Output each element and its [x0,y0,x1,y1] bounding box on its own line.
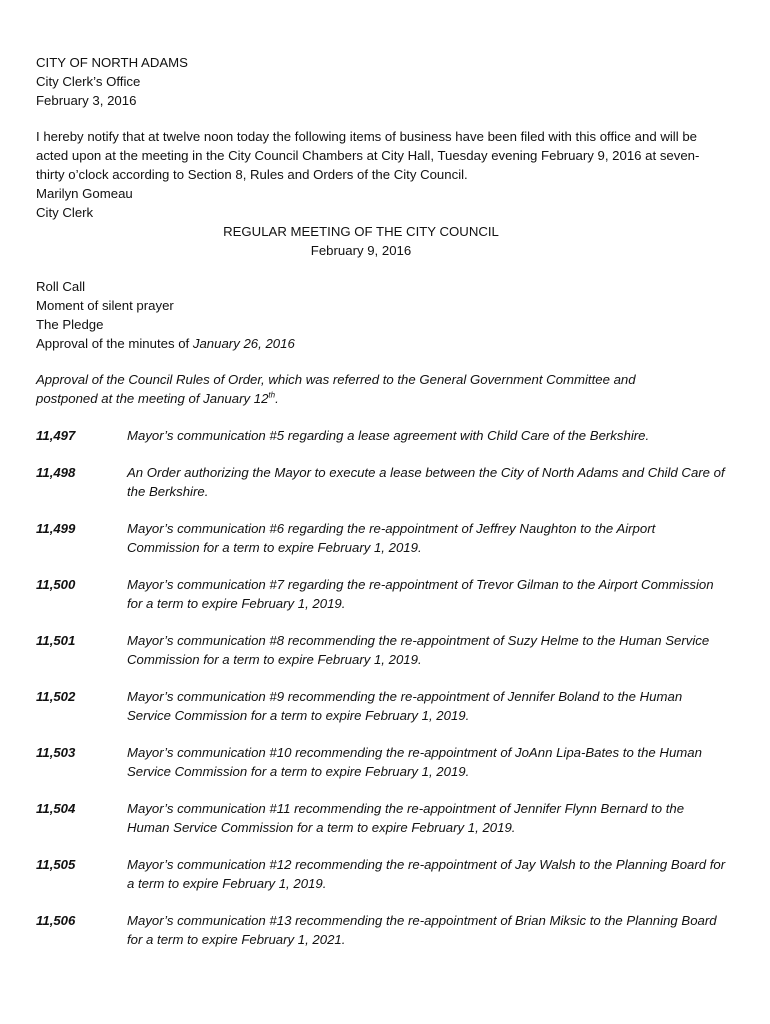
signer-title: City Clerk [36,205,94,220]
rules-motion-superscript: th [268,390,276,400]
item-number: 11,500 [36,577,76,592]
item-text: Mayor’s communication #7 regarding the re-appointment of Trevor Gilman to the Airport Commission for a term to expire February 1, 2019. [127,577,714,611]
item-text: Mayor’s communication #8 recommending the re-appointment of Suzy Helme to the Human Service Commission for a term to expire February 1, 2019. [127,633,710,667]
item-text: Mayor’s communication #13 recommending the re-appointment of Brian Miksic to the Planning Board for a term to expire February 1, 2021. [127,913,717,947]
agenda-item [36,575,736,613]
opening-agenda [36,277,736,353]
rules-motion-suffix: . [275,391,279,406]
item-number: 11,499 [36,521,76,536]
agenda-item [36,855,736,893]
agenda-item [36,426,736,445]
document-page [36,53,736,967]
agenda-item [36,799,736,837]
item-text: An Order authorizing the Mayor to execute a lease between the City of North Adams and Child Care of the Berkshire. [127,465,725,499]
meeting-title: REGULAR MEETING OF THE CITY COUNCIL [223,224,499,239]
minutes-date: January 26, 2016 [192,336,295,351]
agenda-item [36,743,736,781]
item-text: Mayor’s communication #9 recommending the re-appointment of Jennifer Boland to the Human Service Commission for a term to expire February 1, 2019. [127,689,683,723]
minutes-approval [36,334,736,353]
agenda-item [36,687,736,725]
notice-block [36,127,736,222]
office-name: City Clerk’s Office [36,74,141,89]
item-number: 11,503 [36,745,76,760]
notice-text: I hereby notify that at twelve noon today the following items of business have been filed with this office and will be acted upon at the meeting in the City Council Chambers at City Hall, Tuesday evening February 9, 2016 at seven-thirty o’clock according to Section 8, Rules and Orders of the City Council. [36,129,700,182]
pledge: The Pledge [36,317,104,332]
item-text: Mayor’s communication #6 regarding the re-appointment of Jeffrey Naughton to the Airport Commission for a term to expire February 1, 2019. [127,521,656,555]
agenda-item [36,463,736,501]
item-text: Mayor’s communication #10 recommending the re-appointment of JoAnn Lipa-Bates to the Human Service Commission for a term to expire February 1, 2019. [127,745,702,779]
item-number: 11,506 [36,913,76,928]
item-text: Mayor’s communication #12 recommending the re-appointment of Jay Walsh to the Planning Board for a term to expire February 1, 2019. [127,857,726,891]
silent-prayer: Moment of silent prayer [36,298,174,313]
agenda-item [36,519,736,557]
rules-motion-text: Approval of the Council Rules of Order, which was referred to the General Government Committee and postponed at the meeting of January 12 [36,372,636,406]
roll-call: Roll Call [36,279,86,294]
item-number: 11,498 [36,465,76,480]
agenda-item [36,911,736,949]
city-name: CITY OF NORTH ADAMS [36,55,188,70]
item-number: 11,505 [36,857,76,872]
letterhead [36,53,736,110]
agenda-items [36,426,736,949]
item-text: Mayor’s communication #5 regarding a lease agreement with Child Care of the Berkshire. [127,428,650,443]
rules-motion [36,370,696,408]
item-number: 11,502 [36,689,76,704]
agenda-item [36,631,736,669]
item-text: Mayor’s communication #11 recommending the re-appointment of Jennifer Flynn Bernard to the Human Service Commission for a term to expire February 1, 2019. [127,801,685,835]
minutes-prefix: Approval of the minutes of [36,336,193,351]
item-number: 11,497 [36,428,76,443]
item-number: 11,504 [36,801,76,816]
meeting-date: February 9, 2016 [310,243,412,258]
notice-date: February 3, 2016 [36,93,137,108]
meeting-heading [36,222,736,260]
signer-name: Marilyn Gomeau [36,186,133,201]
item-number: 11,501 [36,633,76,648]
